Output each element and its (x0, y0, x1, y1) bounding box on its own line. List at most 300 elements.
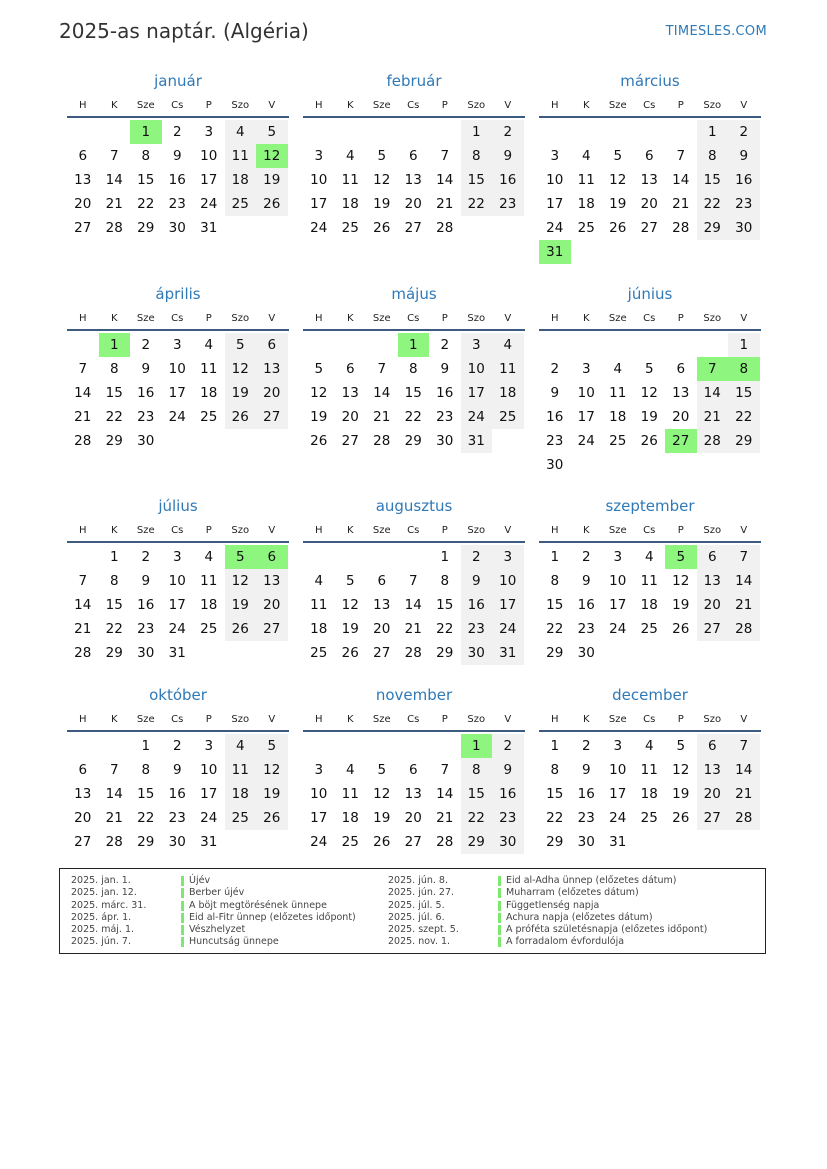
day-cell: 1 (550, 738, 560, 754)
weekday-label: Szo (703, 714, 722, 725)
day-cell: 21 (105, 810, 123, 826)
empty-day-cell (665, 453, 697, 477)
day-cell: 26 (256, 192, 288, 216)
holiday-day-cell: 1 (398, 333, 430, 357)
day-cell: 2 (440, 337, 450, 353)
legend-column-right (388, 875, 707, 949)
legend-entry (71, 924, 356, 936)
legend-holiday-name: A forradalom évfordulója (506, 936, 625, 948)
day-cell: 15 (728, 381, 760, 405)
day-cell: 9 (141, 361, 151, 377)
day-cell: 9 (141, 573, 151, 589)
day-cell: 18 (310, 621, 328, 637)
month-name: január (154, 72, 202, 90)
weekday-label: V (740, 313, 748, 324)
weekday-label: Szo (231, 313, 250, 324)
day-cell: 6 (78, 762, 88, 778)
day-cell: 29 (546, 834, 564, 850)
day-cell: 3 (314, 148, 324, 164)
day-cell: 4 (644, 549, 654, 565)
day-cell: 10 (577, 385, 595, 401)
day-cell: 3 (550, 148, 560, 164)
day-cell: 11 (492, 357, 524, 381)
day-cell: 12 (225, 569, 257, 593)
day-cell: 3 (461, 333, 493, 357)
day-cell: 15 (461, 782, 493, 806)
day-cell: 5 (613, 148, 623, 164)
day-cell: 13 (697, 758, 729, 782)
day-cell: 17 (546, 196, 564, 212)
weekday-label: K (110, 714, 118, 725)
day-cell: 7 (728, 545, 760, 569)
day-cell: 4 (644, 738, 654, 754)
holiday-day-cell: 1 (461, 734, 493, 758)
legend-holiday-name: Huncutság ünnepe (189, 936, 279, 948)
weekday-label: V (268, 714, 276, 725)
empty-day-cell (602, 120, 634, 144)
day-cell: 29 (105, 433, 123, 449)
day-grid (539, 333, 761, 477)
weekday-label: H (314, 714, 323, 725)
day-cell: 28 (697, 429, 729, 453)
day-cell: 26 (672, 621, 690, 637)
day-cell: 25 (225, 192, 257, 216)
legend-date: 2025. szept. 5. (388, 924, 459, 936)
day-cell: 22 (105, 621, 123, 637)
day-cell: 13 (697, 569, 729, 593)
day-cell: 5 (225, 333, 257, 357)
weekday-label: V (268, 313, 276, 324)
day-cell: 25 (341, 220, 359, 236)
day-cell: 9 (172, 762, 182, 778)
day-cell: 13 (404, 786, 422, 802)
day-cell: 20 (373, 621, 391, 637)
legend-date: 2025. jan. 1. (71, 875, 131, 886)
day-cell: 15 (404, 385, 422, 401)
day-cell: 29 (105, 645, 123, 661)
day-cell: 21 (728, 593, 760, 617)
day-cell: 22 (436, 621, 454, 637)
weekday-label: Sze (608, 525, 627, 536)
month-name: április (155, 285, 201, 303)
day-cell: 30 (168, 220, 186, 236)
day-cell: 27 (256, 617, 288, 641)
holiday-day-cell: 5 (665, 545, 697, 569)
day-cell: 12 (672, 762, 690, 778)
day-cell: 16 (168, 786, 186, 802)
empty-day-cell (571, 120, 603, 144)
day-cell: 27 (373, 645, 391, 661)
day-cell: 9 (172, 148, 182, 164)
month-január (67, 70, 289, 240)
day-cell: 10 (546, 172, 564, 188)
day-cell: 8 (697, 144, 729, 168)
day-cell: 2 (172, 124, 182, 140)
day-cell: 16 (461, 593, 493, 617)
day-cell: 6 (408, 148, 418, 164)
month-name: június (627, 285, 673, 303)
empty-day-cell (461, 216, 493, 240)
empty-day-cell (539, 333, 571, 357)
day-cell: 11 (577, 172, 595, 188)
weekday-label: K (582, 100, 590, 111)
day-grid (303, 545, 525, 665)
day-cell: 7 (440, 148, 450, 164)
day-cell: 13 (373, 597, 391, 613)
day-cell: 19 (373, 196, 391, 212)
day-cell: 28 (105, 834, 123, 850)
legend-entry (71, 936, 356, 948)
legend-holiday-name: A böjt megtörésének ünnepe (189, 899, 327, 911)
day-cell: 21 (373, 409, 391, 425)
day-cell: 17 (310, 196, 328, 212)
day-cell: 6 (644, 148, 654, 164)
day-cell: 25 (200, 621, 218, 637)
empty-day-cell (634, 333, 666, 357)
day-cell: 5 (256, 120, 288, 144)
legend-date: 2025. jan. 12. (71, 887, 137, 899)
empty-day-cell (366, 734, 398, 758)
day-cell: 28 (728, 617, 760, 641)
day-cell: 22 (461, 192, 493, 216)
weekday-label: Sze (372, 714, 391, 725)
day-cell: 27 (640, 220, 658, 236)
day-cell: 8 (461, 758, 493, 782)
day-cell: 19 (225, 381, 257, 405)
day-cell: 18 (341, 196, 359, 212)
day-cell: 21 (697, 405, 729, 429)
day-grid (303, 120, 525, 240)
day-cell: 12 (256, 758, 288, 782)
empty-day-cell (225, 216, 257, 240)
day-cell: 5 (644, 361, 654, 377)
weekday-label: Sze (608, 714, 627, 725)
day-cell: 31 (461, 429, 493, 453)
weekday-label: K (110, 100, 118, 111)
day-cell: 9 (550, 385, 560, 401)
day-cell: 13 (672, 385, 690, 401)
day-cell: 19 (609, 196, 627, 212)
day-cell: 26 (310, 433, 328, 449)
weekday-header (67, 520, 289, 543)
day-cell: 3 (613, 738, 623, 754)
day-cell: 10 (168, 361, 186, 377)
day-cell: 4 (204, 549, 214, 565)
day-cell: 12 (609, 172, 627, 188)
day-cell: 20 (404, 196, 422, 212)
weekday-header (67, 709, 289, 732)
day-cell: 17 (577, 409, 595, 425)
empty-day-cell (225, 429, 257, 453)
day-cell: 23 (436, 409, 454, 425)
empty-day-cell (67, 333, 99, 357)
empty-day-cell (303, 333, 335, 357)
day-cell: 23 (168, 196, 186, 212)
weekday-header (539, 308, 761, 331)
day-cell: 22 (728, 405, 760, 429)
day-cell: 13 (74, 172, 92, 188)
empty-day-cell (665, 333, 697, 357)
empty-day-cell (728, 641, 760, 665)
month-december (539, 684, 761, 854)
weekday-label: V (268, 100, 276, 111)
month-name: július (158, 497, 198, 515)
weekday-label: K (346, 525, 354, 536)
day-cell: 30 (168, 834, 186, 850)
legend-entry (71, 912, 356, 924)
day-cell: 27 (697, 617, 729, 641)
day-cell: 11 (225, 144, 257, 168)
holiday-marker-icon (498, 937, 501, 947)
day-grid (539, 545, 761, 665)
day-cell: 2 (550, 361, 560, 377)
day-cell: 18 (640, 597, 658, 613)
day-cell: 14 (697, 381, 729, 405)
day-grid (303, 734, 525, 854)
empty-day-cell (665, 120, 697, 144)
day-cell: 15 (697, 168, 729, 192)
day-cell: 17 (200, 786, 218, 802)
weekday-header (303, 308, 525, 331)
day-grid (67, 333, 289, 453)
weekday-label: Cs (407, 525, 420, 536)
empty-day-cell (67, 120, 99, 144)
day-cell: 7 (78, 361, 88, 377)
day-grid (67, 120, 289, 240)
day-cell: 31 (200, 834, 218, 850)
legend-date: 2025. jún. 27. (388, 887, 455, 899)
empty-day-cell (697, 830, 729, 854)
empty-day-cell (398, 734, 430, 758)
weekday-label: V (740, 714, 748, 725)
weekday-label: Sze (136, 100, 155, 111)
day-cell: 14 (672, 172, 690, 188)
month-name: november (375, 686, 453, 704)
day-cell: 17 (492, 593, 524, 617)
day-cell: 23 (577, 621, 595, 637)
day-cell: 20 (640, 196, 658, 212)
day-cell: 11 (200, 361, 218, 377)
month-name: augusztus (375, 497, 453, 515)
empty-day-cell (697, 240, 729, 264)
day-cell: 30 (461, 641, 493, 665)
day-cell: 2 (581, 549, 591, 565)
weekday-label: P (441, 525, 448, 536)
day-cell: 13 (640, 172, 658, 188)
day-cell: 10 (461, 357, 493, 381)
day-cell: 15 (436, 597, 454, 613)
day-cell: 5 (345, 573, 355, 589)
day-cell: 8 (550, 762, 560, 778)
empty-day-cell (162, 429, 194, 453)
weekday-label: Szo (467, 313, 486, 324)
day-cell: 3 (172, 337, 182, 353)
day-cell: 13 (404, 172, 422, 188)
day-cell: 10 (310, 786, 328, 802)
day-cell: 25 (492, 405, 524, 429)
day-cell: 6 (676, 361, 686, 377)
weekday-label: P (205, 313, 212, 324)
day-cell: 26 (373, 220, 391, 236)
month-október (67, 684, 289, 854)
day-cell: 5 (256, 734, 288, 758)
day-cell: 15 (546, 597, 564, 613)
day-cell: 17 (461, 381, 493, 405)
day-cell: 19 (341, 621, 359, 637)
weekday-label: H (314, 100, 323, 111)
weekday-label: Cs (171, 100, 184, 111)
day-cell: 6 (697, 545, 729, 569)
day-cell: 26 (225, 617, 257, 641)
day-cell: 3 (581, 361, 591, 377)
day-cell: 12 (373, 786, 391, 802)
day-cell: 31 (609, 834, 627, 850)
empty-day-cell (665, 240, 697, 264)
day-cell: 23 (728, 192, 760, 216)
legend-date: 2025. ápr. 1. (71, 911, 132, 923)
empty-day-cell (256, 429, 288, 453)
day-cell: 30 (492, 830, 524, 854)
weekday-label: P (677, 313, 684, 324)
day-cell: 7 (440, 762, 450, 778)
day-cell: 4 (225, 120, 257, 144)
day-cell: 13 (256, 357, 288, 381)
day-cell: 28 (74, 645, 92, 661)
day-cell: 21 (105, 196, 123, 212)
day-cell: 30 (546, 457, 564, 473)
legend-entry (388, 900, 707, 912)
legend-date: 2025. jún. 7. (71, 936, 132, 948)
day-cell: 15 (546, 786, 564, 802)
legend-date: 2025. nov. 1. (388, 936, 451, 948)
legend-holiday-name: Muharram (előzetes dátum) (506, 887, 639, 899)
weekday-label: V (504, 714, 512, 725)
day-cell: 10 (609, 762, 627, 778)
day-cell: 17 (609, 786, 627, 802)
day-cell: 21 (404, 621, 422, 637)
day-cell: 26 (672, 810, 690, 826)
empty-day-cell (571, 240, 603, 264)
legend-holiday-name: Eid al-Fitr ünnep (előzetes időpont) (189, 911, 356, 923)
empty-day-cell (697, 453, 729, 477)
day-cell: 8 (109, 573, 119, 589)
day-cell: 1 (728, 333, 760, 357)
day-cell: 6 (345, 361, 355, 377)
day-cell: 28 (74, 433, 92, 449)
day-cell: 2 (728, 120, 760, 144)
day-cell: 21 (74, 409, 92, 425)
day-cell: 14 (105, 786, 123, 802)
day-cell: 20 (697, 593, 729, 617)
day-cell: 13 (74, 786, 92, 802)
weekday-label: Cs (407, 714, 420, 725)
day-cell: 6 (408, 762, 418, 778)
holiday-marker-icon (498, 925, 501, 935)
day-cell: 9 (581, 762, 591, 778)
day-cell: 12 (672, 573, 690, 589)
weekday-label: V (740, 100, 748, 111)
weekday-label: H (78, 313, 87, 324)
day-cell: 26 (609, 220, 627, 236)
empty-day-cell (728, 453, 760, 477)
day-cell: 4 (345, 762, 355, 778)
empty-day-cell (303, 120, 335, 144)
day-cell: 3 (492, 545, 524, 569)
holiday-marker-icon (498, 913, 501, 923)
day-cell: 23 (492, 806, 524, 830)
day-cell: 3 (613, 549, 623, 565)
legend-holiday-name: Újév (189, 875, 211, 886)
weekday-label: H (550, 100, 559, 111)
day-cell: 11 (609, 385, 627, 401)
day-cell: 25 (341, 834, 359, 850)
holiday-legend (59, 868, 766, 954)
day-cell: 27 (256, 405, 288, 429)
weekday-header (539, 95, 761, 118)
legend-holiday-name: Függetlenség napja (506, 899, 600, 911)
day-cell: 23 (546, 433, 564, 449)
day-cell: 16 (728, 168, 760, 192)
day-cell: 31 (200, 220, 218, 236)
weekday-header (67, 95, 289, 118)
empty-day-cell (539, 120, 571, 144)
day-cell: 20 (74, 810, 92, 826)
empty-day-cell (256, 830, 288, 854)
day-cell: 23 (137, 621, 155, 637)
day-cell: 8 (141, 762, 151, 778)
weekday-label: K (346, 100, 354, 111)
day-cell: 2 (492, 120, 524, 144)
weekday-label: P (677, 100, 684, 111)
day-cell: 14 (404, 597, 422, 613)
day-cell: 21 (672, 196, 690, 212)
day-cell: 14 (373, 385, 391, 401)
day-cell: 9 (728, 144, 760, 168)
weekday-label: Szo (231, 525, 250, 536)
weekday-label: Sze (136, 525, 155, 536)
empty-day-cell (634, 120, 666, 144)
day-cell: 22 (105, 409, 123, 425)
day-cell: 1 (697, 120, 729, 144)
weekday-label: K (346, 313, 354, 324)
holiday-day-cell: 6 (256, 545, 288, 569)
empty-day-cell (634, 830, 666, 854)
day-cell: 16 (436, 385, 454, 401)
day-cell: 22 (546, 621, 564, 637)
day-cell: 14 (436, 172, 454, 188)
empty-day-cell (67, 545, 99, 569)
day-cell: 16 (168, 172, 186, 188)
day-cell: 30 (728, 216, 760, 240)
weekday-label: K (110, 525, 118, 536)
day-cell: 17 (200, 172, 218, 188)
day-cell: 18 (577, 196, 595, 212)
empty-day-cell (602, 333, 634, 357)
empty-day-cell (193, 429, 225, 453)
weekday-header (67, 308, 289, 331)
brand-link[interactable]: TIMESLES.COM (665, 24, 767, 39)
day-cell: 23 (577, 810, 595, 826)
holiday-marker-icon (181, 937, 184, 947)
day-cell: 25 (225, 806, 257, 830)
month-május (303, 283, 525, 453)
legend-entry (388, 912, 707, 924)
empty-day-cell (665, 641, 697, 665)
day-cell: 17 (168, 597, 186, 613)
weekday-label: P (205, 714, 212, 725)
weekday-label: Szo (703, 525, 722, 536)
weekday-label: P (441, 313, 448, 324)
